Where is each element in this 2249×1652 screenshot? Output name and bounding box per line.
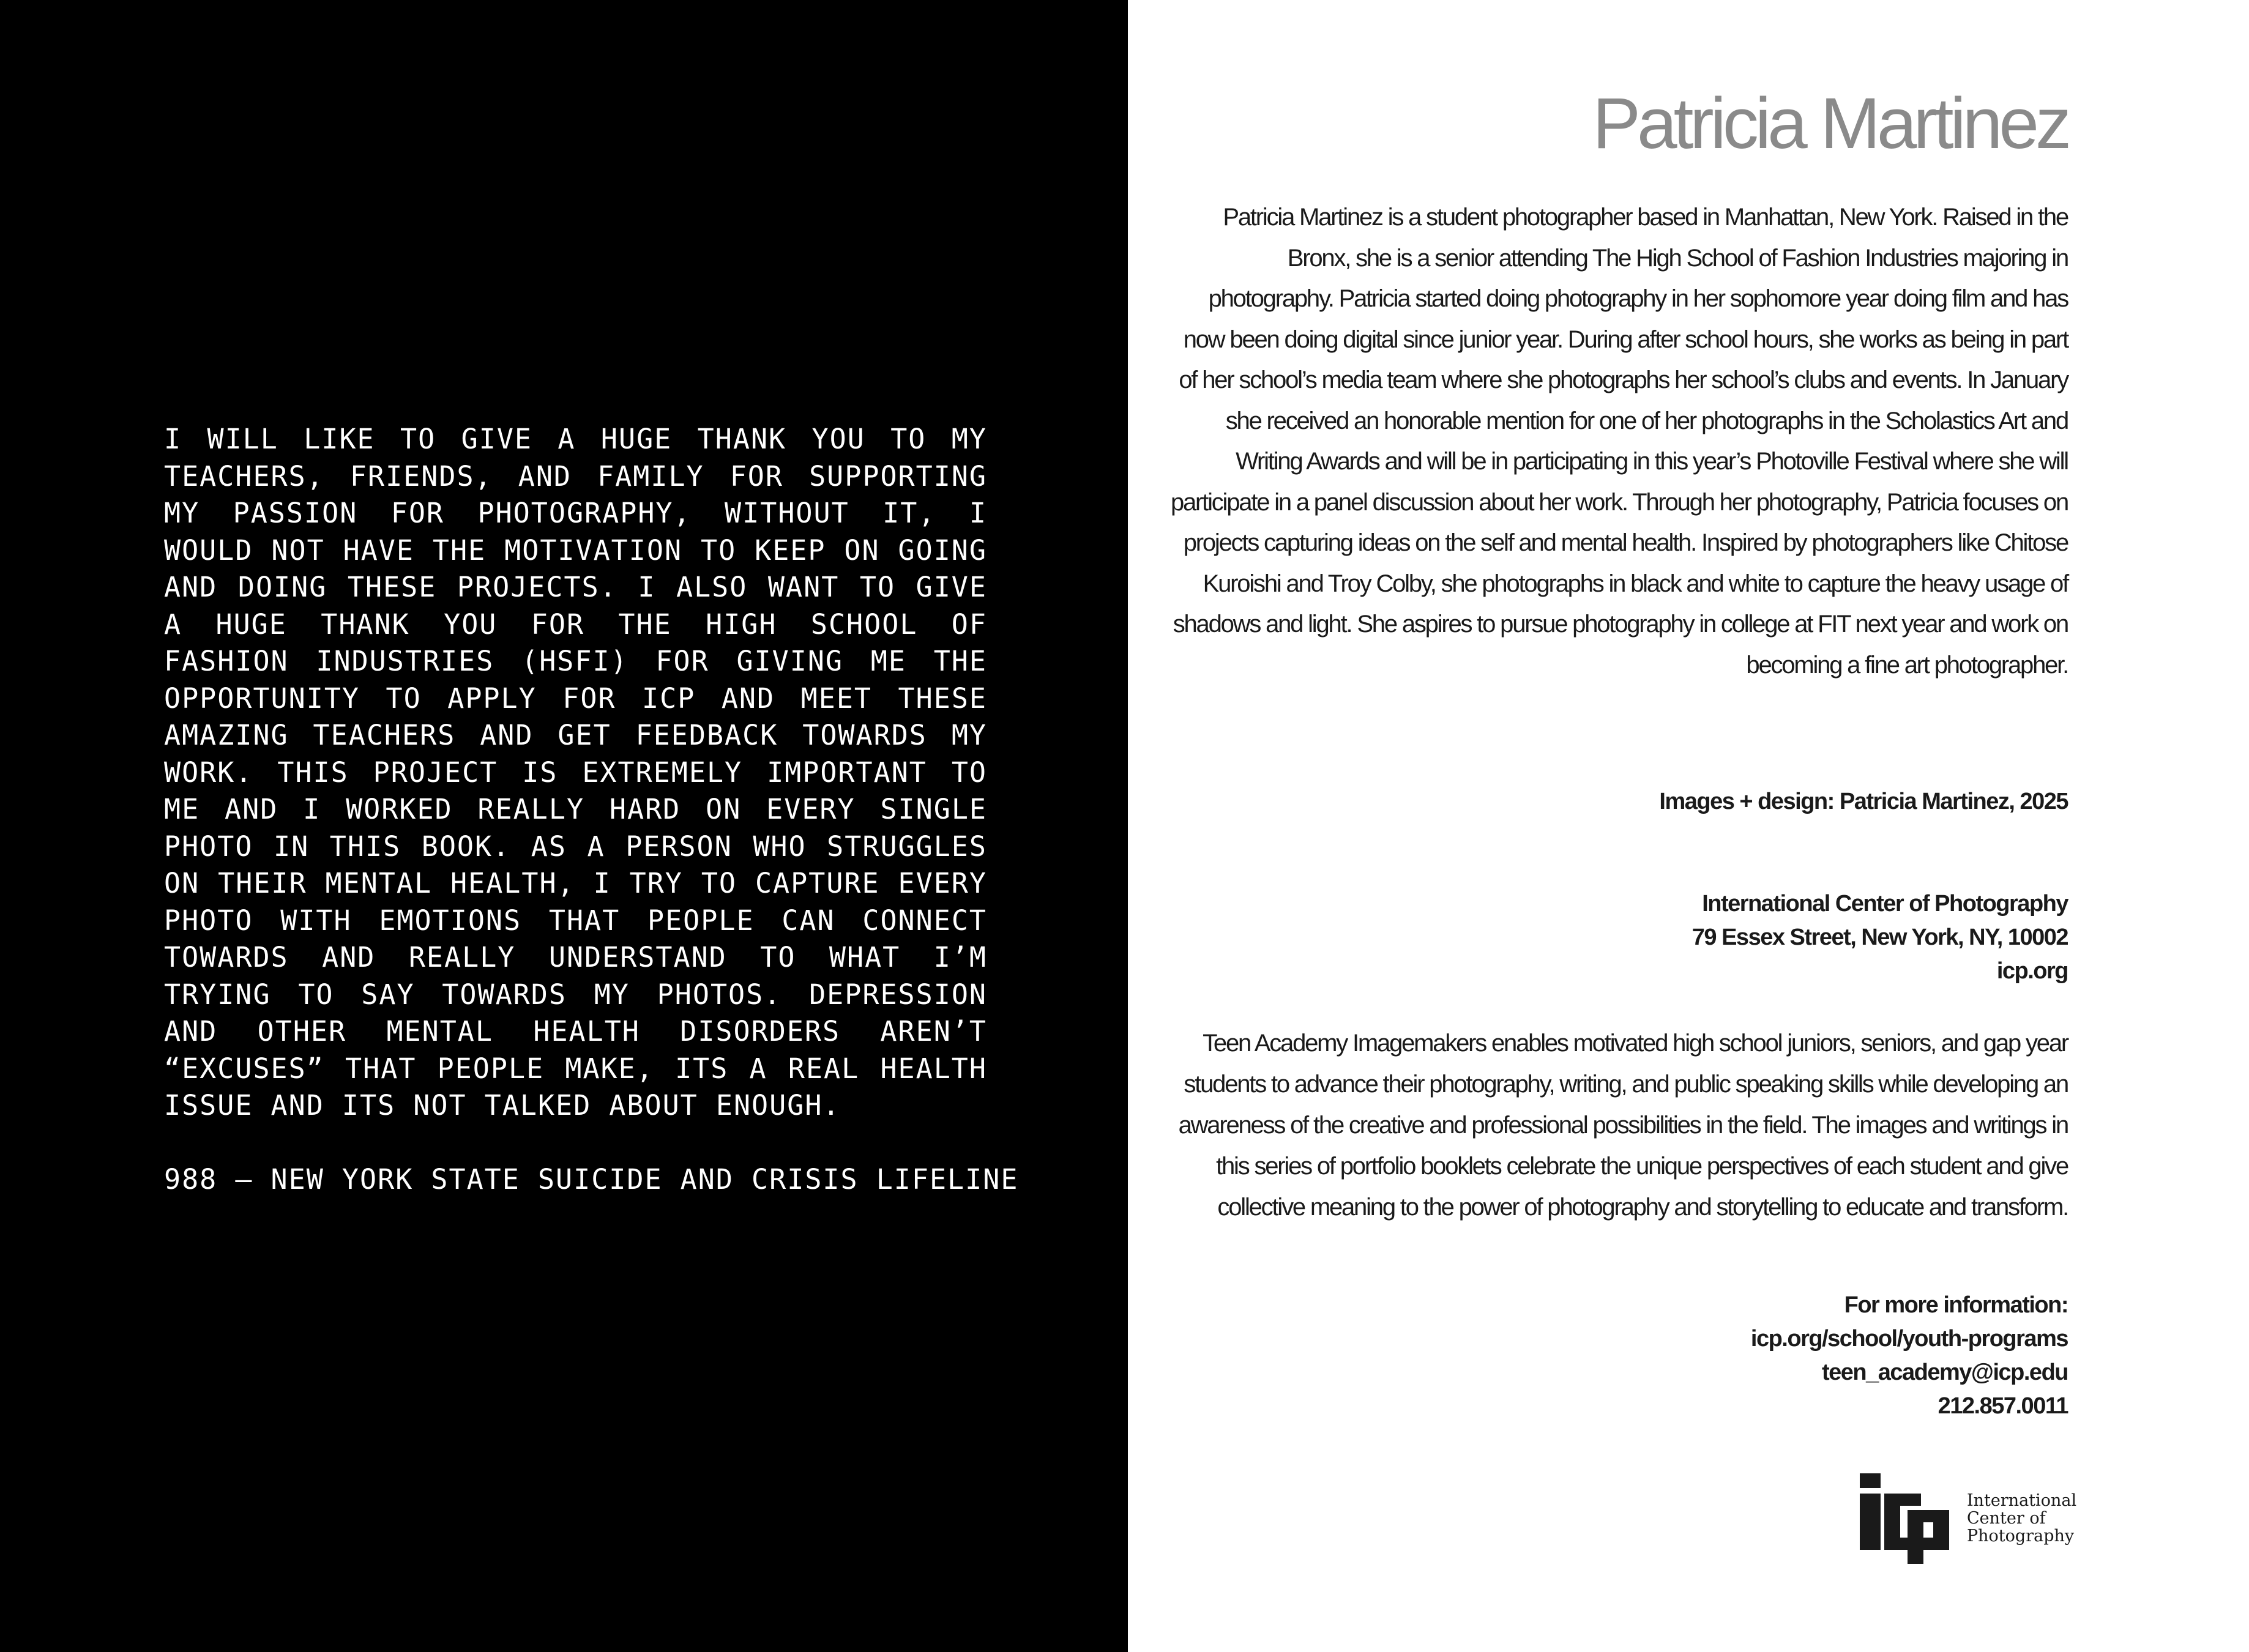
logo-line-2: Center of [1967, 1509, 2046, 1528]
street-address: 79 Essex Street, New York, NY, 10002 [1691, 925, 2068, 950]
logo-line-1: International [1967, 1491, 2077, 1510]
contact-heading: For more information: [1844, 1292, 2068, 1318]
crisis-lifeline-text: 988 — NEW YORK STATE SUICIDE AND CRISIS LIFELINE [164, 1163, 1019, 1196]
right-page [1128, 0, 2249, 1652]
contact-phone: 212.857.0011 [1938, 1393, 2068, 1419]
photographer-name: Patricia Martinez [1592, 83, 2068, 164]
institution-website: icp.org [1996, 958, 2068, 984]
institution-name: International Center of Photography [1702, 891, 2068, 917]
acknowledgement-text: I WILL LIKE TO GIVE A HUGE THANK YOU TO MY TEACHERS, FRIENDS, AND FAMILY FOR SUPPORTING MY PASSION FOR PHOTOGRAPHY, WITHOUT IT, I WOULD NOT HAVE THE MOTIVATION TO KEEP ON GOING AND DOING THESE PROJECTS. I ALSO WANT TO GIVE A HUGE THANK YOU FOR THE HIGH SCHOOL OF FASHION INDUSTRIES (HSFI) FOR GIVING ME THE OPPORTUNITY TO APPLY FOR ICP AND MEET THESE AMAZING TEACHERS AND GET FEEDBACK TOWARDS MY WORK. THIS PROJECT IS EXTREMELY IMPORTANT TO ME AND I WORKED REALLY HARD ON EVERY SINGLE PHOTO IN THIS BOOK. AS A PERSON WHO STRUGGLES ON THEIR MENTAL HEALTH, I TRY TO CAPTURE EVERY PHOTO WITH EMOTIONS THAT PEOPLE CAN CONNECT TOWARDS AND REALLY UNDERSTAND TO WHAT I’M TRYING TO SAY TOWARDS MY PHOTOS. DEPRESSION AND OTHER MENTAL HEALTH DISORDERS AREN’T “EXCUSES” THAT PEOPLE MAKE, ITS A REAL HEALTH ISSUE AND ITS NOT TALKED ABOUT ENOUGH. [164, 423, 987, 1122]
contact-info [1162, 1289, 2068, 1423]
acknowledgement-block [164, 421, 1019, 1198]
photographer-bio: Patricia Martinez is a student photographer based in Manhattan, New York. Raised in the Bronx, she is a senior attending The High School of Fashion Industries majoring in photography. Patricia started doing photography in her sophomore year doing film and has now been doing digital since junior year. During after school hours, she works as being in part of her school’s media team where she photographs her school’s clubs and events. In January she received an honorable mention for one of her photographs in the Scholastics Art and Writing Awards and will be in participating in this year’s Photoville Festival where she will participate in a panel discussion about her work. Through her photography, Patricia focuses on projects capturing ideas on the self and mental health. Inspired by photographers like Chitose Kuroishi and Troy Colby, she photographs in black and white to capture the heavy usage of shadows and light. She aspires to pursue photography in college at FIT next year and work on becoming a fine art photographer. [1170, 204, 2068, 679]
contact-email: teen_academy@icp.edu [1821, 1360, 2068, 1385]
program-description: Teen Academy Imagemakers enables motivated high school juniors, seniors, and gap year students to advance their photography, writing, and public speaking skills while developing an awareness of the creative and professional possibilities in the field. The images and writings in this series of portfolio booklets celebrate the unique perspectives of each student and give collective meaning to the power of photography and storytelling to educate and transform. [1178, 1030, 2068, 1221]
icp-logo-mark-icon [1860, 1473, 1952, 1565]
logo-wordmark [1967, 1492, 2076, 1545]
icp-logo [1860, 1473, 2077, 1565]
image-credit: Images + design: Patricia Martinez, 2025 [1659, 789, 2068, 814]
institution-address [1162, 887, 2068, 988]
program-url: icp.org/school/youth-programs [1750, 1326, 2068, 1352]
logo-line-3: Photography [1967, 1527, 2075, 1546]
